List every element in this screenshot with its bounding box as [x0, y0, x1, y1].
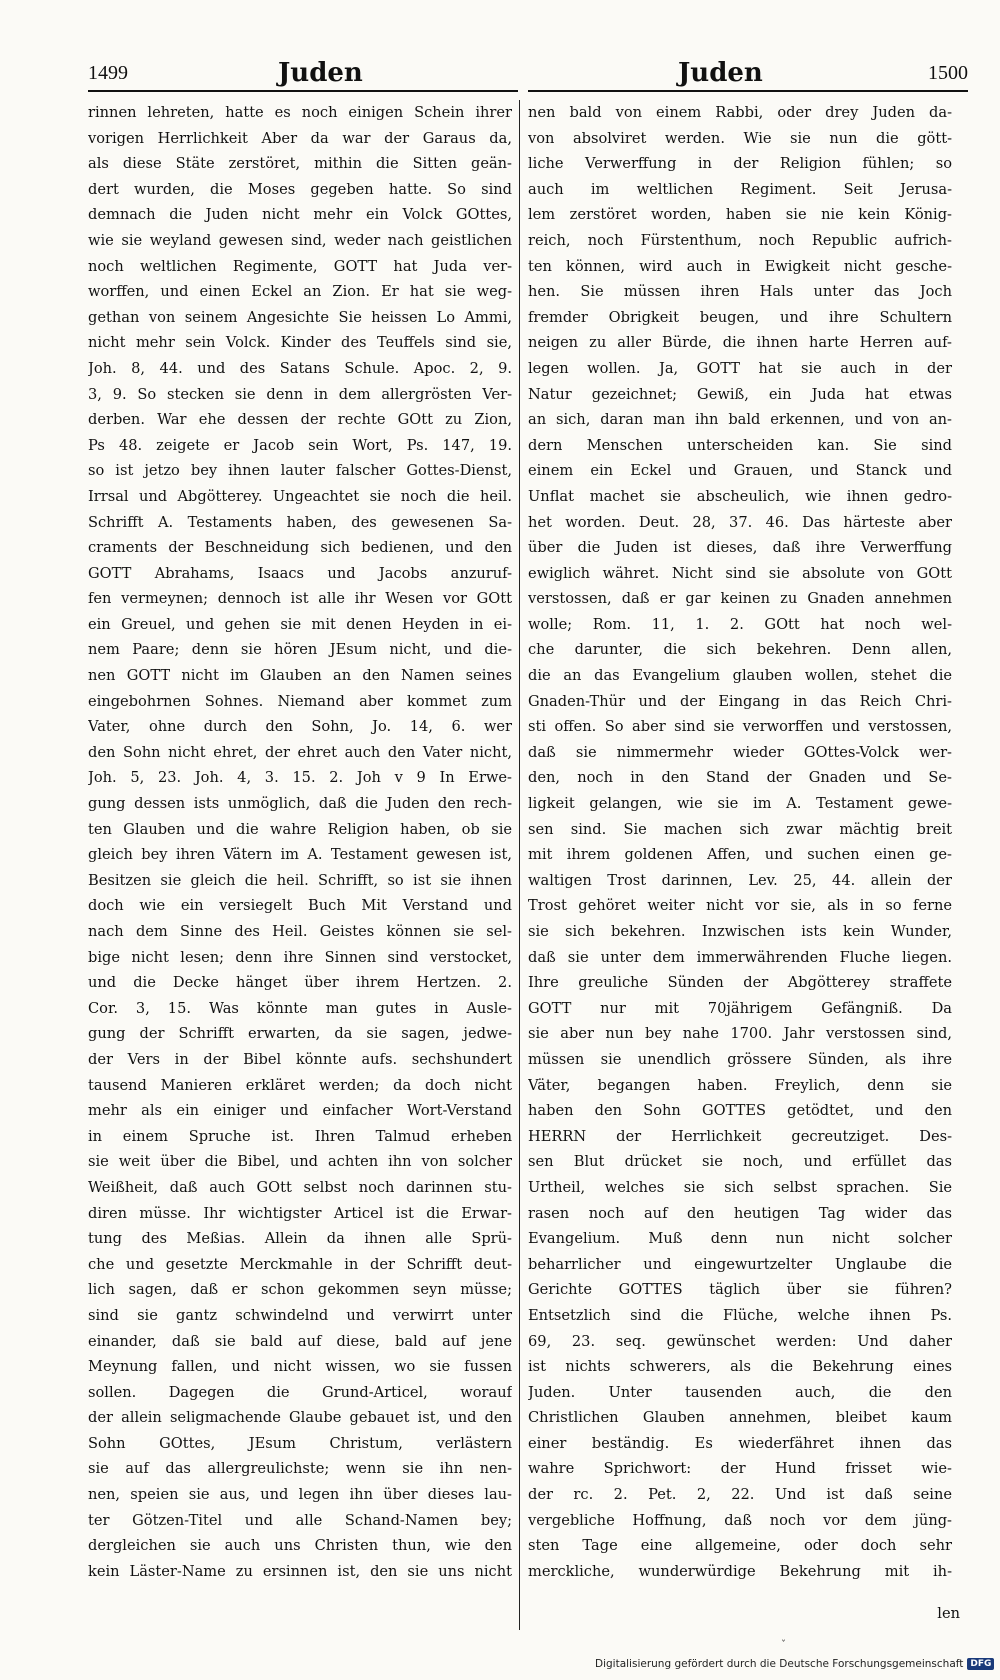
text-line: und die Decke hänget über ihrem Hertzen. 2.: [88, 974, 512, 992]
text-line: gethan von seinem Angesichte Sie heissen Lo Ammi,: [88, 308, 512, 326]
catchword: len: [937, 1605, 960, 1622]
text-line: nen, speien sie aus, und legen ihn über dieses lau-: [88, 1486, 512, 1504]
text-line: diren müsse. Ihr wichtigster Articel ist die Erwar-: [88, 1204, 512, 1222]
text-line: worffen, und einen Eckel an Zion. Er hat sie weg-: [88, 283, 512, 301]
text-line: Christlichen Glauben annehmen, bleibet kaum: [528, 1409, 952, 1427]
text-line: waltigen Trost darinnen, Lev. 25, 44. allein der: [528, 871, 952, 889]
text-line: tausend Manieren erkläret werden; da doch nicht: [88, 1076, 512, 1094]
text-line: HERRN der Herrlichkeit gecreutziget. Des-: [528, 1127, 952, 1145]
dfg-logo: DFG: [967, 1658, 994, 1670]
text-line: beharrlicher und eingewurtzelter Unglaube die: [528, 1255, 952, 1273]
text-line: gung dessen ists unmöglich, daß die Juden den rech-: [88, 795, 512, 813]
text-line: nen GOTT nicht im Glauben an den Namen seines: [88, 667, 512, 685]
text-line: ten können, wird auch in Ewigkeit nicht gesche-: [528, 257, 952, 275]
text-line: in einem Spruche ist. Ihren Talmud erheben: [88, 1127, 512, 1145]
text-line: wie sie weyland gewesen sind, weder nach geistlichen: [88, 231, 512, 249]
text-line: merckliche, wunderwürdige Bekehrung mit ih-: [528, 1562, 952, 1580]
running-head-right: Juden: [678, 58, 763, 88]
text-line: der allein seligmachende Glaube gebauet ist, und den: [88, 1409, 512, 1427]
text-line: fen vermeynen; dennoch ist alle ihr Wesen vor GOtt: [88, 590, 512, 608]
scan-mark: ˇ: [781, 1640, 786, 1651]
text-line: Joh. 8, 44. und des Satans Schule. Apoc. 2, 9.: [88, 359, 512, 377]
text-line: haben den Sohn GOTTES getödtet, und den: [528, 1102, 952, 1120]
text-line: daß sie nimmermehr wieder GOttes-Volck wer-: [528, 743, 952, 761]
text-line: einem ein Eckel und Grauen, und Stanck und: [528, 462, 952, 480]
text-line: Vater, ohne durch den Sohn, Jo. 14, 6. wer: [88, 718, 512, 736]
text-line: ist nichts schwerers, als die Bekehrung eines: [528, 1358, 952, 1376]
text-line: Cor. 3, 15. Was könnte man gutes in Ausle-: [88, 999, 512, 1017]
text-line: Natur gezeichnet; Gewiß, ein Juda hat etwas: [528, 385, 952, 403]
column-divider: [519, 100, 520, 1630]
text-line: müssen sie unendlich grössere Sünden, als ihre: [528, 1050, 952, 1068]
text-line: Gerichte GOTTES täglich über sie führen?: [528, 1281, 952, 1299]
text-line: verstossen, daß er gar keinen zu Gnaden annehmen: [528, 590, 952, 608]
text-line: Sohn GOttes, JEsum Christum, verlästern: [88, 1434, 512, 1452]
text-line: den Sohn nicht ehret, der ehret auch den Vater nicht,: [88, 743, 512, 761]
text-line: sind sie gantz schwindelnd und verwirrt unter: [88, 1306, 512, 1324]
text-line: [528, 1584, 952, 1590]
text-line: Entsetzlich sind die Flüche, welche ihnen Ps.: [528, 1306, 952, 1324]
text-line: demnach die Juden nicht mehr ein Volck GOttes,: [88, 206, 512, 224]
page-number-right: 1500: [928, 62, 968, 84]
text-line: der rc. 2. Pet. 2, 22. Und ist daß seine: [528, 1486, 952, 1504]
text-line: sollen. Dagegen die Grund-Articel, worauf: [88, 1383, 512, 1401]
text-line: die an das Evangelium glauben wollen, stehet die: [528, 667, 952, 685]
text-line: gleich bey ihren Vätern im A. Testament gewesen ist,: [88, 846, 512, 864]
text-line: Gnaden-Thür und der Eingang in das Reich Chri-: [528, 692, 952, 710]
text-line: Ihre greuliche Sünden der Abgötterey straffete: [528, 974, 952, 992]
text-line: lem zerstöret worden, haben sie nie kein König-: [528, 206, 952, 224]
text-line: dergleichen sie auch uns Christen thun, wie den: [88, 1537, 512, 1555]
text-line: wahre Sprichwort: der Hund frisset wie-: [528, 1460, 952, 1478]
right-text-column: [528, 100, 952, 1590]
text-line: rasen noch auf den heutigen Tag wider das: [528, 1204, 952, 1222]
text-line: Unflat machet sie abscheulich, wie ihnen gedro-: [528, 487, 952, 505]
header-rule-right: [528, 90, 968, 92]
text-line: ewiglich währet. Nicht sind sie absolute von GOtt: [528, 564, 952, 582]
text-line: über die Juden ist dieses, daß ihre Verwerffung: [528, 539, 952, 557]
text-line: Ps 48. zeigete er Jacob sein Wort, Ps. 147, 19.: [88, 436, 512, 454]
text-line: an sich, daran man ihn bald erkennen, und von an-: [528, 411, 952, 429]
text-line: mit ihrem goldenen Affen, und suchen einen ge-: [528, 846, 952, 864]
text-line: nem Paare; denn sie hören JEsum nicht, und die-: [88, 641, 512, 659]
text-line: gung der Schrifft erwarten, da sie sagen, jedwe-: [88, 1025, 512, 1043]
text-line: ter Götzen-Titel und alle Schand-Namen bey;: [88, 1511, 512, 1529]
text-line: vergebliche Hoffnung, daß noch vor dem jüng-: [528, 1511, 952, 1529]
text-line: Joh. 5, 23. Joh. 4, 3. 15. 2. Joh v 9 In Erwe-: [88, 769, 512, 787]
text-line: doch wie ein versiegelt Buch Mit Verstand und: [88, 897, 512, 915]
text-line: einer beständig. Es wiederfähret ihnen das: [528, 1434, 952, 1452]
text-line: ligkeit gelangen, wie sie im A. Testament gewe-: [528, 795, 952, 813]
text-line: tung des Meßias. Allein da ihnen alle Sprü-: [88, 1230, 512, 1248]
text-line: Väter, begangen haben. Freylich, denn sie: [528, 1076, 952, 1094]
text-line: che und gesetzte Merckmahle in der Schrifft deut-: [88, 1255, 512, 1273]
digitization-footer: [595, 1655, 994, 1673]
text-line: nen bald von einem Rabbi, oder drey Juden da-: [528, 104, 952, 121]
text-line: noch weltlichen Regimente, GOTT hat Juda ver-: [88, 257, 512, 275]
text-line: 69, 23. seq. gewünschet werden: Und daher: [528, 1332, 952, 1350]
text-line: bige nicht lesen; denn ihre Sinnen sind verstocket,: [88, 948, 512, 966]
footer-text: Digitalisierung gefördert durch die Deutsche Forschungsgemeinschaft: [595, 1658, 964, 1670]
header-rule-left: [88, 90, 518, 92]
text-line: Juden. Unter tausenden auch, die den: [528, 1383, 952, 1401]
text-line: dert wurden, die Moses gegeben hatte. So sind: [88, 180, 512, 198]
text-line: mehr als ein einiger und einfacher Wort-Verstand: [88, 1102, 512, 1120]
running-head-left: Juden: [278, 58, 363, 88]
text-line: GOTT Abrahams, Isaacs und Jacobs anzuruf-: [88, 564, 512, 582]
text-line: Trost gehöret weiter nicht vor sie, als in so ferne: [528, 897, 952, 915]
text-line: reich, noch Fürstenthum, noch Republic aufrich-: [528, 231, 952, 249]
text-line: sie auf das allergreulichste; wenn sie ihn nen-: [88, 1460, 512, 1478]
text-line: [88, 1584, 512, 1590]
text-line: ten Glauben und die wahre Religion haben, ob sie: [88, 820, 512, 838]
text-line: legen wollen. Ja, GOTT hat sie auch in der: [528, 359, 952, 377]
text-line: sie weit über die Bibel, und achten ihn von solcher: [88, 1153, 512, 1171]
text-line: sen Blut drücket sie noch, und erfüllet das: [528, 1153, 952, 1171]
text-line: daß sie unter dem immerwährenden Fluche liegen.: [528, 948, 952, 966]
text-line: Irrsal und Abgötterey. Ungeachtet sie noch die heil.: [88, 487, 512, 505]
text-line: sie sich bekehren. Inzwischen ists kein Wunder,: [528, 923, 952, 940]
text-line: het worden. Deut. 28, 37. 46. Das härteste aber: [528, 513, 952, 531]
text-line: 3, 9. So stecken sie denn in dem allergrösten Ver-: [88, 385, 512, 403]
text-line: fremder Obrigkeit beugen, und ihre Schultern: [528, 308, 952, 326]
text-line: auch im weltlichen Regiment. Seit Jerusa-: [528, 180, 952, 198]
text-line: Besitzen sie gleich die heil. Schrifft, so ist sie ihnen: [88, 871, 512, 889]
text-line: Urtheil, welches sie sich selbst sprachen. Sie: [528, 1178, 952, 1196]
page-header: [88, 58, 968, 94]
text-line: kein Läster-Name zu ersinnen ist, den sie uns nicht: [88, 1562, 512, 1580]
text-line: nicht mehr sein Volck. Kinder des Teuffels sind sie,: [88, 334, 512, 352]
text-line: rinnen lehreten, hatte es noch einigen Schein ihrer: [88, 104, 512, 121]
text-line: sten Tage eine allgemeine, oder doch sehr: [528, 1537, 952, 1555]
text-line: dern Menschen unterscheiden kan. Sie sind: [528, 436, 952, 454]
text-line: liche Verwerffung in der Religion fühlen; so: [528, 155, 952, 173]
text-line: sen sind. Sie machen sich zwar mächtig breit: [528, 820, 952, 838]
text-line: als diese Stäte zerstöret, mithin die Sitten geän-: [88, 155, 512, 173]
text-line: neigen zu aller Bürde, die ihnen harte Herren auf-: [528, 334, 952, 352]
text-line: sti offen. So aber sind sie verworffen und verstossen,: [528, 718, 952, 736]
text-line: den, noch in den Stand der Gnaden und Se-: [528, 769, 952, 787]
text-line: von absolviret werden. Wie sie nun die gött-: [528, 129, 952, 147]
text-line: wolle; Rom. 11, 1. 2. GOtt hat noch wel-: [528, 615, 952, 633]
text-line: Evangelium. Muß denn nun nicht solcher: [528, 1230, 952, 1248]
text-line: ein Greuel, und gehen sie mit denen Heyden in ei-: [88, 615, 512, 633]
text-line: craments der Beschneidung sich bedienen, und den: [88, 539, 512, 557]
text-line: einander, daß sie bald auf diese, bald auf jene: [88, 1332, 512, 1350]
text-line: Schrifft A. Testaments haben, des gewesenen Sa-: [88, 513, 512, 531]
text-line: GOTT nur mit 70jährigem Gefängniß. Da: [528, 999, 952, 1017]
text-line: che darunter, die sich bekehren. Denn allen,: [528, 641, 952, 659]
text-line: eingebohrnen Sohnes. Niemand aber kommet zum: [88, 692, 512, 710]
text-line: vorigen Herrlichkeit Aber da war der Garaus da,: [88, 129, 512, 147]
page-number-left: 1499: [88, 62, 128, 84]
text-line: hen. Sie müssen ihren Hals unter das Joch: [528, 283, 952, 301]
text-line: lich sagen, daß er schon gekommen seyn müsse;: [88, 1281, 512, 1299]
text-line: so ist jetzo bey ihnen lauter falscher Gottes-Dienst,: [88, 462, 512, 480]
text-line: Meynung fallen, und nicht wissen, wo sie fussen: [88, 1358, 512, 1376]
text-line: der Vers in der Bibel könnte aufs. sechshundert: [88, 1050, 512, 1068]
text-line: Weißheit, daß auch GOtt selbst noch darinnen stu-: [88, 1178, 512, 1196]
left-text-column: [88, 100, 512, 1590]
text-line: sie aber nun bey nahe 1700. Jahr verstossen sind,: [528, 1025, 952, 1043]
text-line: derben. War ehe dessen der rechte GOtt zu Zion,: [88, 411, 512, 429]
text-line: nach dem Sinne des Heil. Geistes können sie sel-: [88, 923, 512, 940]
